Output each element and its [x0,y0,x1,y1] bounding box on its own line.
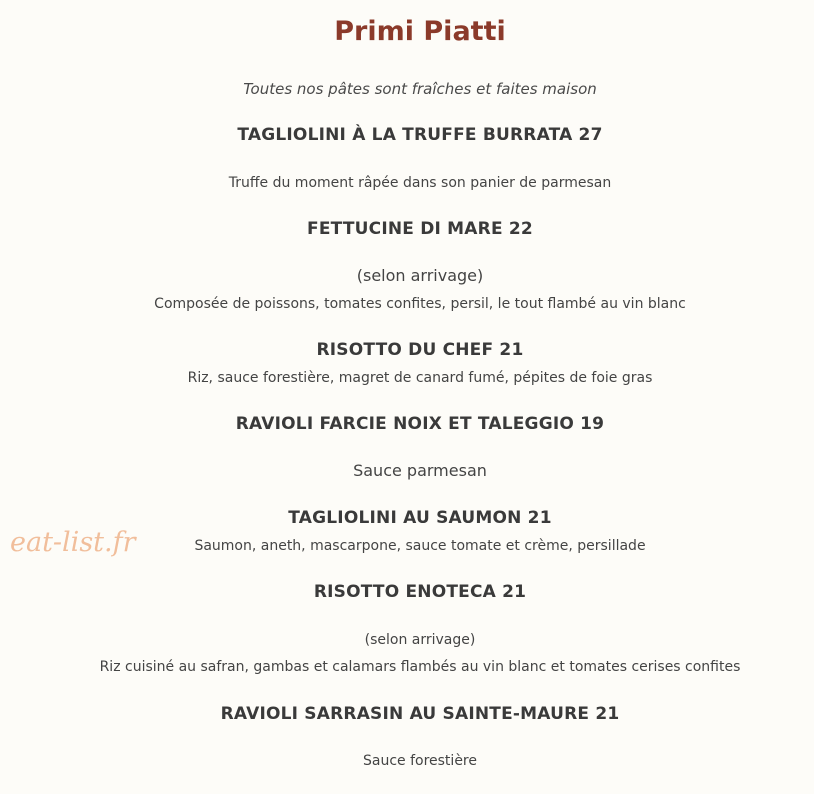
dish-name: FETTUCINE DI MARE 22 [307,219,533,239]
dish-description: Riz, sauce forestière, magret de canard fumé, pépites de foie gras [187,370,653,386]
dish-name: TAGLIOLINI AU SAUMON 21 [288,508,552,528]
dish-name: RISOTTO DU CHEF 21 [316,340,524,360]
dish-description: Sauce parmesan [353,461,487,480]
page-title: Primi Piatti [334,16,506,47]
dish-note: (selon arrivage) [356,266,484,285]
dish-note: (selon arrivage) [364,632,476,648]
dish-name: RAVIOLI FARCIE NOIX ET TALEGGIO 19 [235,414,605,434]
dish-description: Riz cuisiné au safran, gambas et calamars flambés au vin blanc et tomates cerises confites [99,659,741,675]
dish-name: TAGLIOLINI À LA TRUFFE BURRATA 27 [237,125,603,145]
dish-description: Sauce forestière [362,753,477,769]
watermark: eat-list.fr [10,527,136,558]
dish-name: RAVIOLI SARRASIN AU SAINTE-MAURE 21 [220,704,620,724]
dish-description: Composée de poissons, tomates confites, persil, le tout flambé au vin blanc [154,296,686,312]
dish-name: RISOTTO ENOTECA 21 [313,582,527,602]
page-subtitle: Toutes nos pâtes sont fraîches et faites maison [243,80,597,98]
dish-description: Truffe du moment râpée dans son panier de parmesan [228,175,612,191]
dish-description: Saumon, aneth, mascarpone, sauce tomate et crème, persillade [194,538,646,554]
